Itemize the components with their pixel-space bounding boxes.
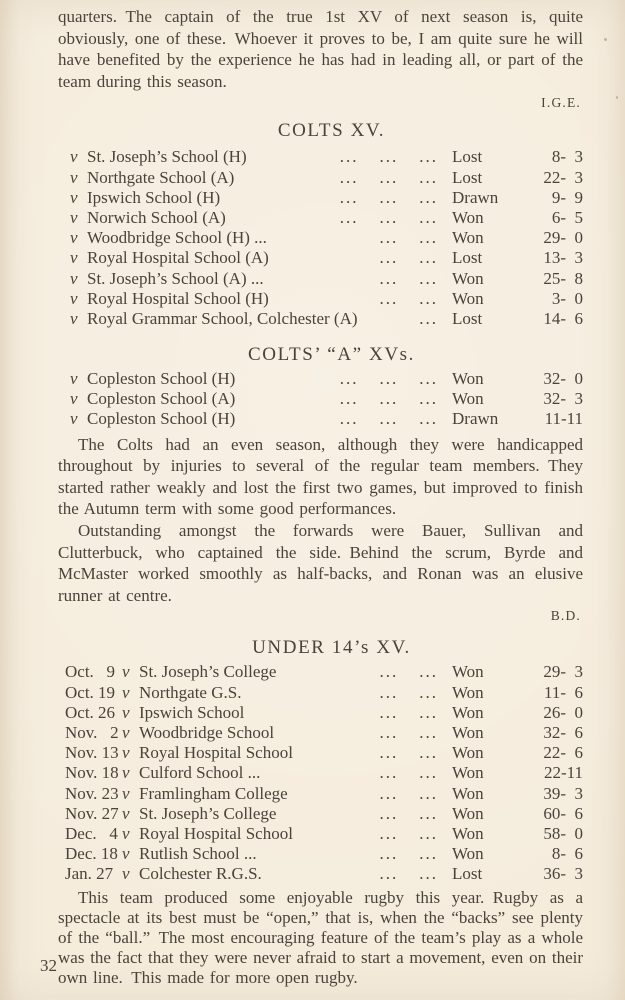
table-row <box>70 248 583 268</box>
under14-table <box>65 662 583 884</box>
versus-label: v <box>70 409 78 429</box>
match-score: 22- 6 <box>543 743 583 763</box>
match-opponent: Northgate G.S. <box>139 682 242 702</box>
match-result: Lost <box>452 864 483 884</box>
versus-label: v <box>122 702 130 722</box>
match-result: Won <box>452 662 484 682</box>
table-row <box>65 784 583 804</box>
match-result: Lost <box>452 167 483 187</box>
match-opponent: Ipswich School (H) <box>87 187 221 207</box>
match-opponent: Norwich School (A) <box>87 207 226 227</box>
leader-dots: ... ... <box>379 763 438 783</box>
versus-label: v <box>70 187 78 207</box>
match-opponent: Rutlish School ... <box>139 844 257 864</box>
match-score: 36- 3 <box>543 864 583 884</box>
match-opponent: Royal Hospital School <box>139 743 293 763</box>
versus-label: v <box>122 682 130 702</box>
match-score: 26- 0 <box>543 702 583 722</box>
table-row <box>70 147 583 167</box>
colts-xv-heading: COLTS XV. <box>277 120 386 142</box>
match-score: 22- 3 <box>543 167 583 187</box>
versus-label: v <box>70 147 78 167</box>
versus-label: v <box>122 864 130 884</box>
table-row <box>70 309 583 329</box>
match-score: 25- 8 <box>543 268 583 288</box>
match-score: 14- 6 <box>543 308 583 328</box>
match-result: Drawn <box>452 187 499 207</box>
table-row <box>65 763 583 783</box>
paper-speck <box>604 38 607 41</box>
match-score: 32- 6 <box>543 722 583 742</box>
match-score: 13- 3 <box>543 248 583 268</box>
match-opponent: St. Joseph’s School (A) ... <box>87 268 264 288</box>
match-score: 58- 0 <box>543 823 583 843</box>
match-result: Won <box>452 722 484 742</box>
versus-label: v <box>122 763 130 783</box>
table-row <box>70 389 583 409</box>
match-score: 8- 3 <box>551 147 583 167</box>
leader-dots: ... ... <box>379 823 438 843</box>
table-row <box>70 228 583 248</box>
versus-label: v <box>122 722 130 742</box>
leader-dots: ... ... ... <box>339 187 438 207</box>
table-row <box>65 703 583 723</box>
versus-label: v <box>122 803 130 823</box>
leader-dots: ... ... <box>379 864 438 884</box>
colts-notes-paragraph-2: Outstanding amongst the forwards were Bauer, Sullivan and Clutterbuck, who captained the side. Behind the scrum, Byrde and McMaster worked smoothly as half-backs, and Ronan was an elusive runner at centre. <box>58 521 583 605</box>
leader-dots: ... ... <box>379 682 438 702</box>
match-opponent: Colchester R.G.S. <box>139 864 262 884</box>
leader-dots: ... ... <box>379 702 438 722</box>
match-result: Won <box>452 268 484 288</box>
match-result: Lost <box>452 308 483 328</box>
match-score: 9- 9 <box>551 187 583 207</box>
match-opponent: Northgate School (A) <box>87 167 235 187</box>
table-row <box>65 824 583 844</box>
versus-label: v <box>70 207 78 227</box>
under14-heading: UNDER 14’s XV. <box>252 637 411 659</box>
table-row <box>65 844 583 864</box>
table-row <box>65 864 583 884</box>
match-opponent: Royal Grammar School, Colchester (A) <box>87 308 358 328</box>
match-result: Won <box>452 803 484 823</box>
match-opponent: Copleston School (H) <box>87 409 236 429</box>
versus-label: v <box>70 248 78 268</box>
leader-dots: ... ... ... <box>339 409 438 429</box>
match-date: Oct. 9 <box>65 662 116 682</box>
match-date: Oct. 19 <box>65 682 116 702</box>
signature-bd: B.D. <box>550 608 581 624</box>
leader-dots: ... ... <box>379 268 438 288</box>
leader-dots: ... ... ... <box>339 147 438 167</box>
match-result: Won <box>452 207 484 227</box>
match-opponent: Royal Hospital School (H) <box>87 288 269 308</box>
leader-dots: ... ... <box>379 743 438 763</box>
match-score: 60- 6 <box>543 803 583 823</box>
versus-label: v <box>70 288 78 308</box>
table-row <box>70 369 583 389</box>
leader-dots: ... <box>419 308 438 328</box>
table-row <box>70 269 583 289</box>
versus-label: v <box>70 389 78 409</box>
under14-notes-paragraph: This team produced some enjoyable rugby this year. Rugby as a spectacle at its best must be “open,” that is, when the “backs” see plenty of the “ball.” The most encouraging feature of the team’s play as a whole was the fact that they were never afraid to start a movement, even on their own line. This made for more open rugby. <box>58 888 583 988</box>
table-row <box>65 683 583 703</box>
leader-dots: ... ... ... <box>339 369 438 389</box>
match-date: Dec. 18 <box>65 844 118 864</box>
match-opponent: Ipswich School <box>139 702 245 722</box>
match-date: Dec. 4 <box>65 823 118 843</box>
match-result: Won <box>452 228 484 248</box>
match-opponent: Framlingham College <box>139 783 288 803</box>
table-row <box>65 743 583 763</box>
match-score: 32- 0 <box>543 369 583 389</box>
leader-dots: ... ... <box>379 803 438 823</box>
match-result: Won <box>452 389 484 409</box>
paper-speck <box>616 96 618 99</box>
leader-dots: ... ... <box>379 248 438 268</box>
match-score: 32- 3 <box>543 389 583 409</box>
versus-label: v <box>122 743 130 763</box>
table-row <box>70 168 583 188</box>
leader-dots: ... ... <box>379 844 438 864</box>
match-opponent: Copleston School (A) <box>87 389 236 409</box>
leader-dots: ... ... <box>379 288 438 308</box>
match-score: 8- 6 <box>551 844 583 864</box>
match-score: 6- 5 <box>551 207 583 227</box>
page-number: 32 <box>40 956 57 975</box>
signature-ige: I.G.E. <box>541 95 581 111</box>
versus-label: v <box>122 662 130 682</box>
match-result: Lost <box>452 248 483 268</box>
table-row <box>65 804 583 824</box>
colts-a-heading: COLTS’ “A” XVs. <box>247 344 416 366</box>
intro-paragraph: quarters. The captain of the true 1st XV of next season is, quite obviously, one of these. Whoever it proves to be, I am quite sure he will have benefited by the experience he has had in leading all, or part of the team during this season. <box>58 7 583 91</box>
match-date: Oct. 26 <box>65 702 116 722</box>
match-opponent: Woodbridge School <box>139 722 275 742</box>
match-date: Nov. 23 <box>65 783 119 803</box>
match-result: Won <box>452 844 484 864</box>
leader-dots: ... ... ... <box>339 389 438 409</box>
match-score: 11-11 <box>544 409 583 429</box>
table-row <box>70 409 583 429</box>
versus-label: v <box>122 823 130 843</box>
table-row <box>70 289 583 309</box>
match-opponent: Copleston School (H) <box>87 369 236 389</box>
table-row <box>70 188 583 208</box>
match-result: Won <box>452 702 484 722</box>
match-score: 39- 3 <box>543 783 583 803</box>
match-opponent: Royal Hospital School (A) <box>87 248 269 268</box>
leader-dots: ... ... <box>379 722 438 742</box>
match-date: Nov. 27 <box>65 803 119 823</box>
versus-label: v <box>70 308 78 328</box>
versus-label: v <box>70 268 78 288</box>
match-result: Won <box>452 823 484 843</box>
match-opponent: Royal Hospital School <box>139 823 293 843</box>
match-result: Won <box>452 369 484 389</box>
leader-dots: ... ... <box>379 783 438 803</box>
table-row <box>65 723 583 743</box>
versus-label: v <box>70 369 78 389</box>
match-date: Jan. 27 <box>65 864 114 884</box>
match-result: Won <box>452 763 484 783</box>
leader-dots: ... ... ... <box>339 167 438 187</box>
versus-label: v <box>70 228 78 248</box>
match-result: Won <box>452 783 484 803</box>
colts-a-table <box>70 369 583 430</box>
match-opponent: St. Joseph’s School (H) <box>87 147 247 167</box>
versus-label: v <box>122 844 130 864</box>
leader-dots: ... ... <box>379 228 438 248</box>
match-score: 29- 0 <box>543 228 583 248</box>
colts-xv-table <box>70 147 583 329</box>
match-opponent: Woodbridge School (H) ... <box>87 228 267 248</box>
leader-dots: ... ... <box>379 662 438 682</box>
colts-notes-paragraph-1: The Colts had an even season, although they were handicapped throughout by injuries to several of the regular team members. They started rather weakly and lost the first two games, but improved to finish the Autumn term with some good performances. <box>58 434 583 519</box>
match-score: 3- 0 <box>551 288 583 308</box>
match-result: Won <box>452 743 484 763</box>
leader-dots: ... ... ... <box>339 207 438 227</box>
match-score: 29- 3 <box>543 662 583 682</box>
match-score: 22-11 <box>543 763 583 783</box>
table-row <box>65 662 583 682</box>
match-opponent: St. Joseph’s College <box>139 662 277 682</box>
match-score: 11- 6 <box>543 682 583 702</box>
match-date: Nov. 13 <box>65 743 119 763</box>
match-result: Lost <box>452 147 483 167</box>
match-opponent: Culford School ... <box>139 763 261 783</box>
match-opponent: St. Joseph’s College <box>139 803 277 823</box>
versus-label: v <box>122 783 130 803</box>
match-result: Won <box>452 682 484 702</box>
versus-label: v <box>70 167 78 187</box>
match-date: Nov. 2 <box>65 722 119 742</box>
match-date: Nov. 18 <box>65 763 119 783</box>
match-result: Won <box>452 288 484 308</box>
match-result: Drawn <box>452 409 499 429</box>
table-row <box>70 208 583 228</box>
